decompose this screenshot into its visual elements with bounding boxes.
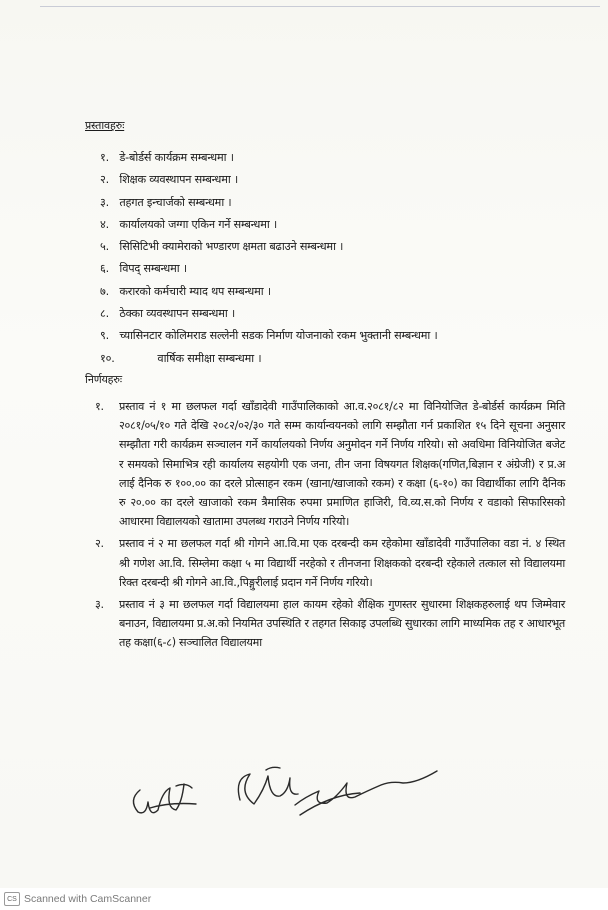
proposal-item [100, 258, 437, 280]
proposal-item [100, 348, 437, 370]
proposal-number: ३. [100, 195, 109, 209]
signature-1 [133, 784, 196, 813]
proposal-number: ५. [100, 240, 109, 254]
proposal-text: ठेक्का व्यवस्थापन सम्बन्धमा । [119, 307, 235, 321]
proposal-number: ८. [100, 307, 109, 321]
proposal-text: वार्षिक समीक्षा सम्बन्धमा । [157, 351, 262, 365]
decision-item [95, 595, 565, 653]
proposal-number: १०. [100, 351, 115, 365]
proposal-item [100, 303, 437, 325]
proposal-text: कार्यालयको जग्गा एकिन गर्ने सम्बन्धमा । [119, 217, 278, 231]
proposal-item [100, 236, 437, 258]
proposal-number: २. [100, 173, 109, 187]
handwritten-signatures [120, 760, 460, 830]
proposal-text: डे-बोर्डर्स कार्यक्रम सम्बन्धमा । [119, 151, 234, 164]
proposals-list [100, 147, 437, 370]
proposals-heading: प्रस्तावहरुः [85, 119, 125, 132]
proposal-item [100, 169, 437, 191]
proposal-number: ७. [100, 284, 109, 298]
proposal-text: तहगत इन्चार्जको सम्बन्धमा । [119, 195, 232, 209]
signature-3 [295, 771, 437, 815]
proposal-item [100, 325, 437, 347]
proposal-number: ६. [100, 262, 109, 276]
camscanner-logo-icon: CS [4, 892, 20, 906]
proposal-item [100, 192, 437, 214]
decision-text: प्रस्ताव नं २ मा छलफल गर्दा श्री गोगने आ.वि.मा एक दरबन्दी कम रहेकोमा खाँडादेवी गाउँपालिका वडा नं. ४ स्थित श्री गणेश आ.वि. सिम्लेमा कक्षा ५ मा विद्यार्थी नरहेको र तीनजना शिक्षकको दरबन्दी रहेकाले तत्काल सो विद्यालयमा रिक्त दरबन्दी श्री गोगने आ.वि.,पिङ्गुरीलाई प्रदान गर्ने निर्णय गरियो। [119, 537, 565, 589]
decision-item [95, 534, 565, 592]
proposal-number: ४. [100, 217, 109, 231]
proposal-text: च्यासिनटार कोलिमराड सल्लेनी सडक निर्माण योजनाको रकम भुक्तानी सम्बन्धमा । [119, 329, 438, 343]
proposal-number: ९. [100, 329, 109, 343]
decision-number: २. [95, 537, 104, 551]
proposal-item [100, 214, 437, 236]
decision-item [95, 397, 565, 531]
proposal-number: १. [100, 151, 109, 164]
decision-text: प्रस्ताव नं ३ मा छलफल गर्दा विद्यालयमा हाल कायम रहेको शैक्षिक गुणस्तर सुधारमा शिक्षकहरुलाई थप जिम्मेवार बनाउन, विद्यालयमा प्र.अ.को नियमित उपस्थिति र तहगत सिकाइ उपलब्धि सुधारका लागि माध्यमिक तह र आधारभूत तह कक्षा(६-८) सञ्चालित विद्यालयमा [119, 598, 565, 650]
proposal-text: करारको कर्मचारी म्याद थप सम्बन्धमा । [119, 284, 271, 298]
scanner-footer [0, 888, 608, 910]
proposal-text: विपद् सम्बन्धमा । [119, 262, 187, 276]
page-top-edge [40, 0, 600, 7]
decision-text: प्रस्ताव नं १ मा छलफल गर्दा खाँडादेवी गाउँपालिकाको आ.व.२०८१/८२ मा विनियोजित डे-बोर्डर्स कार्यक्रम मिति २०८१/०५/१० गते देखि २०८२/०२/३० गते सम्म कार्यान्वयनको लागि सम्झौता गर्न प्रकाशित १५ दिने सूचना अनुसार सम्झौता गरी कार्यक्रम सञ्चालन गर्ने कार्यालयको निर्णय अनुमोदन गर्ने निर्णय गरियो। सो अवधिमा विनियोजित बजेट र समयको सिमाभित्र रही कार्यालय सहयोगी एक जना, तीन जना विषयगत शिक्षक(गणित,बिज्ञान र अंग्रेजी) र प्र.अ लाई दैनिक रु १००.०० का दरले प्रोत्साहन रकम (खाना/खाजाको रकम) र कक्षा (६-१०) का विद्यार्थीका लागि दैनिक रु २०.०० का दरले खाजाको रकम त्रैमासिक रुपमा प्रमाणित हाजिरी, वि.व्य.स.को निर्णय र वडाको सिफारिसको आधारमा विद्यालयको खातामा उपलब्ध गराउने निर्णय गरियो। [119, 400, 565, 529]
proposal-item [100, 281, 437, 303]
decisions-list [95, 397, 565, 656]
signature-2 [238, 767, 298, 804]
decision-number: १. [95, 400, 104, 413]
proposal-item [100, 147, 437, 169]
proposal-text: सिसिटिभी क्यामेराको भण्डारण क्षमता बढाउने सम्बन्धमा । [119, 240, 344, 254]
footer-text: Scanned with CamScanner [24, 893, 152, 905]
decision-number: ३. [95, 598, 104, 612]
decisions-heading: निर्णयहरुः [85, 373, 122, 386]
proposal-text: शिक्षक व्यवस्थापन सम्बन्धमा । [119, 173, 239, 187]
